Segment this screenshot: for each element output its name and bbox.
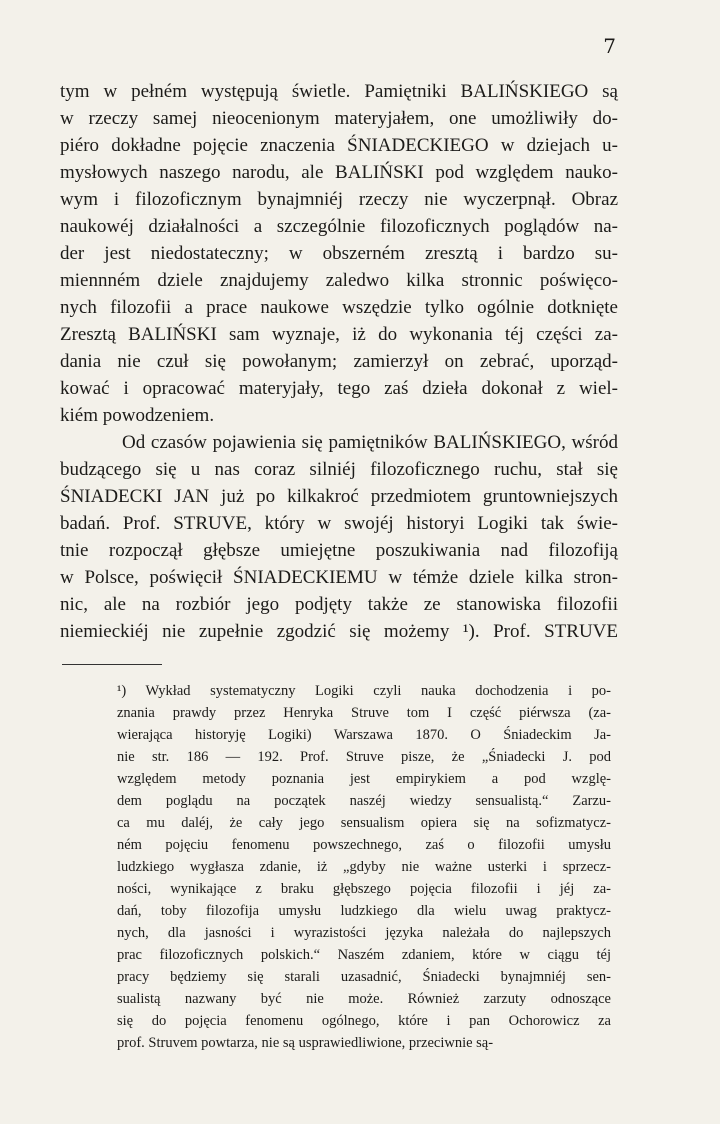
text-line: dania nie czuł się powołanym; zamierzył on zebrać, uporząd- [60, 351, 618, 372]
text-line: miennném dziele znajdujemy zaledwo kilka stronnic poświęco- [60, 270, 618, 291]
footnote-separator [62, 664, 162, 665]
footnote-line: ności, wynikające z braku głębszego pojęcia filozofii i jéj za- [117, 881, 611, 897]
footnote-line: się do pojęcia fenomenu ogólnego, które i pan Ochorowicz za [117, 1013, 611, 1029]
footnote-line: ludzkiego wygłasza zdanie, iż „gdyby nie ważne usterki i sprzecz- [117, 859, 611, 875]
footnote-line: ném pojęciu fenomenu powszechnego, zaś o filozofii umysłu [117, 837, 611, 853]
text-line: tym w pełném występują świetle. Pamiętniki BALIŃSKIEGO są [60, 81, 618, 102]
footnote-line: prof. Struvem powtarza, nie są usprawiedliwione, przeciwnie są- [117, 1035, 494, 1051]
footnote [117, 680, 611, 1054]
footnote-line: sualistą nazwany być nie może. Również zarzuty odnoszące [117, 991, 611, 1007]
main-text [60, 78, 618, 645]
text-line: ŚNIADECKI JAN już po kilkakroć przedmiotem gruntowniejszych [60, 486, 618, 507]
text-line: nych filozofii a prace naukowe wszędzie tylko ogólnie dotknięte [60, 297, 618, 318]
text-line: niemieckiéj nie zupełnie zgodzić się możemy ¹). Prof. STRUVE [60, 621, 618, 642]
footnote-line: ca mu daléj, że cały jego sensualism opiera się na sofizmatycz- [117, 815, 611, 831]
page-number: 7 [603, 34, 616, 58]
text-line: piéro dokładne pojęcie znaczenia ŚNIADECKIEGO w dziejach u- [60, 135, 618, 156]
text-line: mysłowych naszego narodu, ale BALIŃSKI pod względem nauko- [60, 162, 618, 183]
footnote-line: ¹) Wykład systematyczny Logiki czyli nauka dochodzenia i po- [117, 683, 611, 699]
text-line: Od czasów pojawienia się pamiętników BALIŃSKIEGO, wśród [122, 432, 618, 453]
text-line: nic, ale na rozbiór jego podjęty także ze stanowiska filozofii [60, 594, 618, 615]
footnote-line: względem metody poznania jest empirykiem a pod wzglę- [117, 771, 611, 787]
footnote-line: pracy będziemy się starali uzasadnić, Śniadecki bynajmniéj sen- [117, 969, 611, 985]
text-line: budzącego się u nas coraz silniéj filozoficznego ruchu, stał się [60, 459, 618, 480]
text-line: Zresztą BALIŃSKI sam wyznaje, iż do wykonania téj części za- [60, 324, 618, 345]
text-line: w Polsce, poświęcił ŚNIADECKIEMU w témże dziele kilka stron- [60, 567, 618, 588]
text-line: badań. Prof. STRUVE, który w swojéj historyi Logiki tak świe- [60, 513, 618, 534]
text-line: der jest niedostateczny; w obszerném zresztą i bardzo su- [60, 243, 618, 264]
text-line: kiém powodzeniem. [60, 405, 215, 426]
footnote-line: dań, toby filozofija umysłu ludzkiego dla wielu uwag praktycz- [117, 903, 611, 919]
footnote-line: wierająca historyję Logiki) Warszawa 1870. O Śniadeckim Ja- [117, 727, 611, 743]
text-line: naukowéj działalności a szczególnie filozoficznych poglądów na- [60, 216, 618, 237]
footnote-line: prac filozoficznych polskich.“ Naszém zdaniem, które w ciągu téj [117, 947, 611, 963]
footnote-line: znania prawdy przez Henryka Struve tom I część piérwsza (za- [117, 705, 611, 721]
text-line: kować i opracować materyjały, tego zaś dzieła dokonał z wiel- [60, 378, 618, 399]
footnote-line: nych, dla jasności i wyrazistości języka należała do najlepszych [117, 925, 611, 941]
footnote-line: dem poglądu na początek naszéj wiedzy sensualistą.“ Zarzu- [117, 793, 611, 809]
text-line: tnie rozpoczął głębsze umiejętne poszukiwania nad filozofiją [60, 540, 618, 561]
text-line: wym i filozoficznym bynajmniéj rzeczy nie wyczerpnął. Obraz [60, 189, 618, 210]
footnote-line: nie str. 186 — 192. Prof. Struve pisze, że „Śniadecki J. pod [117, 749, 611, 765]
text-line: w rzeczy samej nieocenionym materyjałem, one umożliwiły do- [60, 108, 618, 129]
